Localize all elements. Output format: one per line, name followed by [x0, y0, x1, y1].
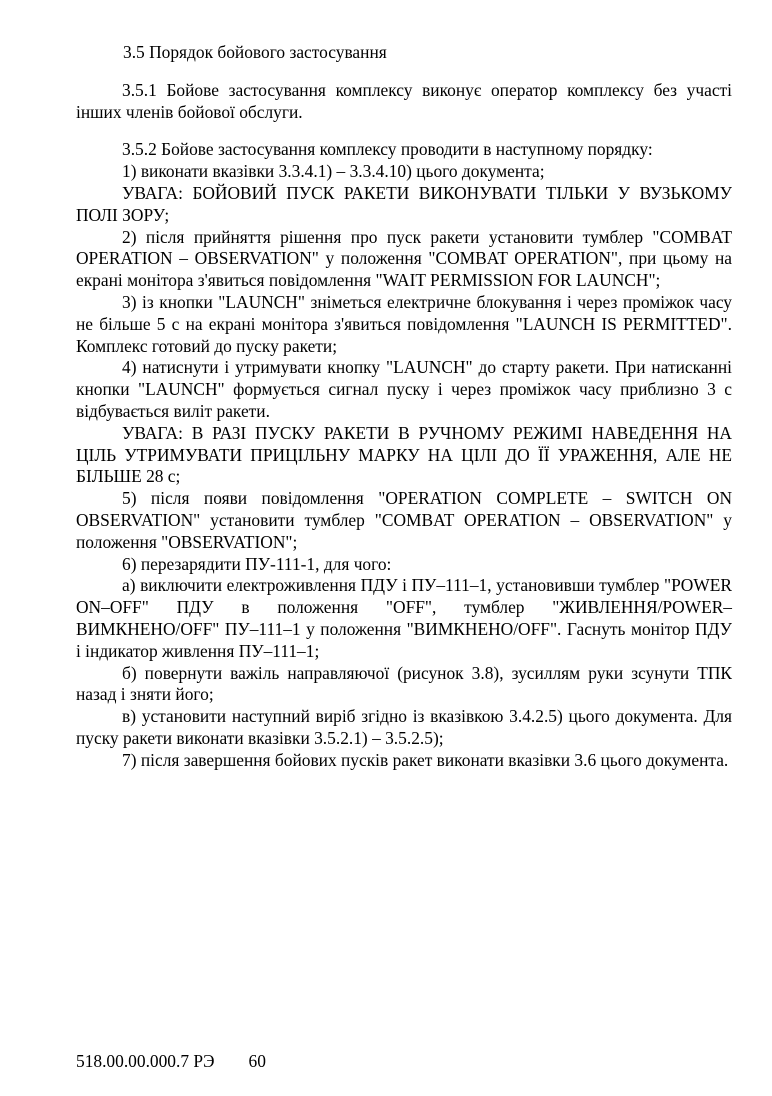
step-1: 1) виконати вказівки 3.3.4.1) – 3.3.4.10) цього документа; — [122, 161, 545, 182]
step-3: 3) із кнопки "LAUNCH" зніметься електричне блокування і через проміжок часу не більше 5 с на екрані монітора з'явиться повідомлення "LAUNCH IS PERMITTED". Комплекс готовий до пуску ракети; — [76, 291, 732, 356]
step-7: 7) після завершення бойових пусків ракет виконати вказівки 3.6 цього документа. — [122, 749, 729, 770]
step-2: 2) після прийняття рішення про пуск ракети установити тумблер "COMBAT OPERATION – OBSERVATION" у положення "COMBAT OPERATION", при цьому на екрані монітора з'явиться повідомлення "WAIT PERMISSION FOR LAUNCH"; — [76, 226, 732, 291]
step-4: 4) натиснути і утримувати кнопку "LAUNCH" до старту ракети. При натисканні кнопки "LAUNCH" формується сигнал пуску і через проміжок часу приблизно 3 с відбувається виліт ракети. — [76, 357, 732, 421]
document-number: 518.00.00.000.7 РЭ — [76, 1051, 215, 1071]
step-5: 5) після появи повідомлення "OPERATION COMPLETE – SWITCH ON OBSERVATION" установити тумблер "COMBAT OPERATION – OBSERVATION" у положення "OBSERVATION"; — [76, 488, 732, 552]
paragraph-3-5-1: 3.5.1 Бойове застосування комплексу виконує оператор комплексу без участі інших членів бойової обслуги. — [76, 79, 732, 122]
paragraph-3-5-2: 3.5.2 Бойове застосування комплексу проводити в наступному порядку: — [122, 139, 653, 160]
step-6: 6) перезарядити ПУ-111-1, для чого: — [122, 553, 392, 574]
page-number: 60 — [248, 1051, 266, 1071]
section-heading: 3.5 Порядок бойового застосування — [123, 42, 387, 62]
step-6-b: б) повернути важіль направляючої (рисунок 3.8), зусиллям руки зсунути ТПК назад і зняти його; — [76, 662, 732, 705]
step-6-a: а) виключити електроживлення ПДУ і ПУ–111–1, установивши тумблер "POWER ON–OFF" ПДУ в положення "OFF", тумблер "ЖИВЛЕННЯ/POWER–ВИМКНЕНО/OFF" ПУ–111–1 у положення "ВИМКНЕНО/OFF". Гаснуть монітор ПДУ і індикатор живлення ПУ–111–1; — [76, 575, 732, 661]
warning-narrow-field: УВАГА: БОЙОВИЙ ПУСК РАКЕТИ ВИКОНУВАТИ ТІЛЬКИ У ВУЗЬКОМУ ПОЛІ ЗОРУ; — [76, 182, 732, 225]
page-footer — [76, 1050, 266, 1072]
warning-manual-mode: УВАГА: В РАЗІ ПУСКУ РАКЕТИ В РУЧНОМУ РЕЖИМІ НАВЕДЕННЯ НА ЦІЛЬ УТРИМУВАТИ ПРИЦІЛЬНУ МАРКУ НА ЦІЛІ ДО ЇЇ УРАЖЕННЯ, АЛЕ НЕ БІЛЬШЕ 28 с; — [76, 422, 732, 487]
step-6-c: в) установити наступний виріб згідно із вказівкою 3.4.2.5) цього документа. Для пуску ракети виконати вказівки 3.5.2.1) – 3.5.2.5); — [76, 706, 732, 748]
document-body — [76, 42, 732, 772]
